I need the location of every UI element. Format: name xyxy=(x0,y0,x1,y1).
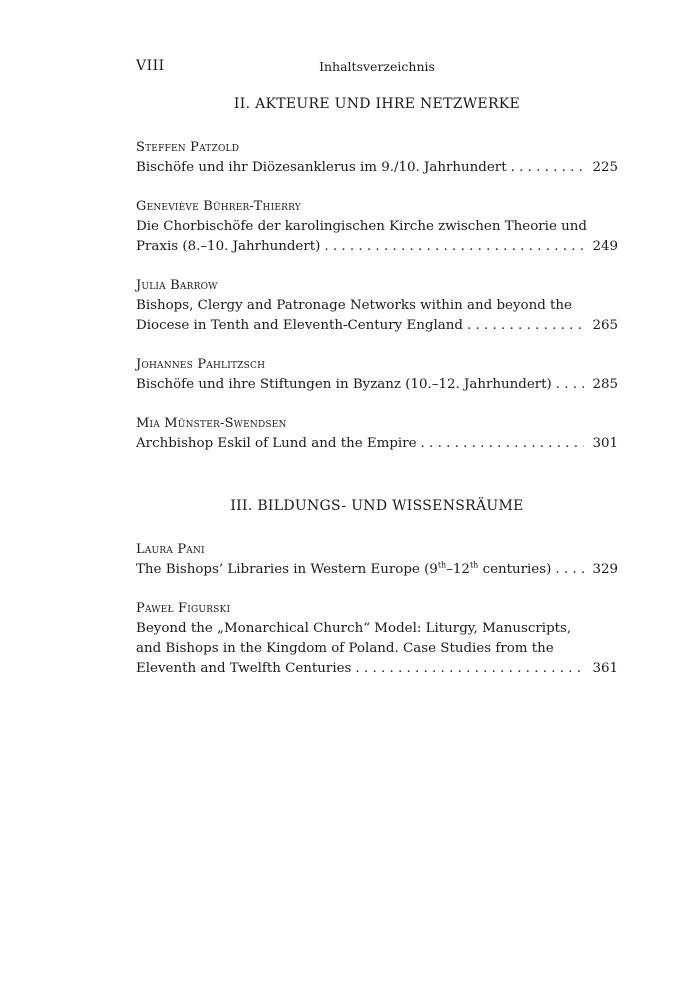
entry-title: Bischöfe und ihr Diözesanklerus im 9./10. Jahrhundert xyxy=(136,160,507,175)
dot-leaders xyxy=(511,158,584,178)
entry-page-number: 329 xyxy=(592,562,618,577)
entry-author: Johannes Pahlitzsch xyxy=(136,357,266,372)
toc-entry-pahlitzsch[interactable] xyxy=(136,355,618,395)
page-header xyxy=(136,58,618,82)
entry-title: The Bishops’ Libraries in Western Europe (9th–12th centuries) xyxy=(136,560,552,577)
page-number: VIII xyxy=(136,58,165,74)
entry-page-number: 265 xyxy=(592,318,618,333)
toc-entry-pani[interactable] xyxy=(136,540,618,580)
dot-leaders xyxy=(324,237,584,257)
toc-page xyxy=(136,58,618,698)
entry-page-number: 249 xyxy=(592,239,618,254)
dot-leaders xyxy=(355,659,584,679)
entry-title-line-1: Bishops, Clergy and Patronage Networks within and beyond the xyxy=(136,298,572,313)
dot-leaders xyxy=(467,316,584,336)
toc-entry-figurski[interactable] xyxy=(136,599,618,679)
section-title-akteure: II. AKTEURE UND IHRE NETZWERKE xyxy=(233,96,521,112)
entry-title-line-1: Die Chorbischöfe der karolingischen Kirche zwischen Theorie und xyxy=(136,219,587,234)
section-title-bildung: III. BILDUNGS- UND WISSENSRÄUME xyxy=(230,498,524,514)
entry-title-line-1: Beyond the „Monarchical Church“ Model: Liturgy, Manuscripts, xyxy=(136,621,572,636)
entry-title: Archbishop Eskil of Lund and the Empire xyxy=(136,436,417,451)
toc-entry-barrow[interactable] xyxy=(136,276,618,336)
entry-author: Steffen Patzold xyxy=(136,140,240,155)
entry-author: Paweł Figurski xyxy=(136,601,231,616)
entry-page-number: 285 xyxy=(592,377,618,392)
toc-entry-buehrer-thierry[interactable] xyxy=(136,197,618,257)
entry-title-line-3: Eleventh and Twelfth Centuries xyxy=(136,661,352,676)
entry-author: Mia Münster-Swendsen xyxy=(136,416,287,431)
entry-page-number: 225 xyxy=(592,160,618,175)
toc-entry-patzold[interactable] xyxy=(136,138,618,178)
dot-leaders xyxy=(555,560,584,580)
entry-author: Laura Pani xyxy=(136,542,205,557)
entry-title-line-2: Praxis (8.–10. Jahrhundert) xyxy=(136,239,321,254)
dot-leaders xyxy=(556,375,584,395)
entry-title: Bischöfe und ihre Stiftungen in Byzanz (10.–12. Jahrhundert) xyxy=(136,377,552,392)
dot-leaders xyxy=(421,434,584,454)
entry-author: Geneviève Bührer-Thierry xyxy=(136,199,301,214)
toc-entry-muenster-swendsen[interactable] xyxy=(136,414,618,454)
entry-author: Julia Barrow xyxy=(136,278,218,293)
entry-page-number: 361 xyxy=(592,661,618,676)
entry-page-number: 301 xyxy=(592,436,618,451)
entry-title-line-2: and Bishops in the Kingdom of Poland. Case Studies from the xyxy=(136,641,554,656)
entry-title-line-2: Diocese in Tenth and Eleventh-Century England xyxy=(136,318,463,333)
running-title: Inhaltsverzeichnis xyxy=(319,59,435,74)
